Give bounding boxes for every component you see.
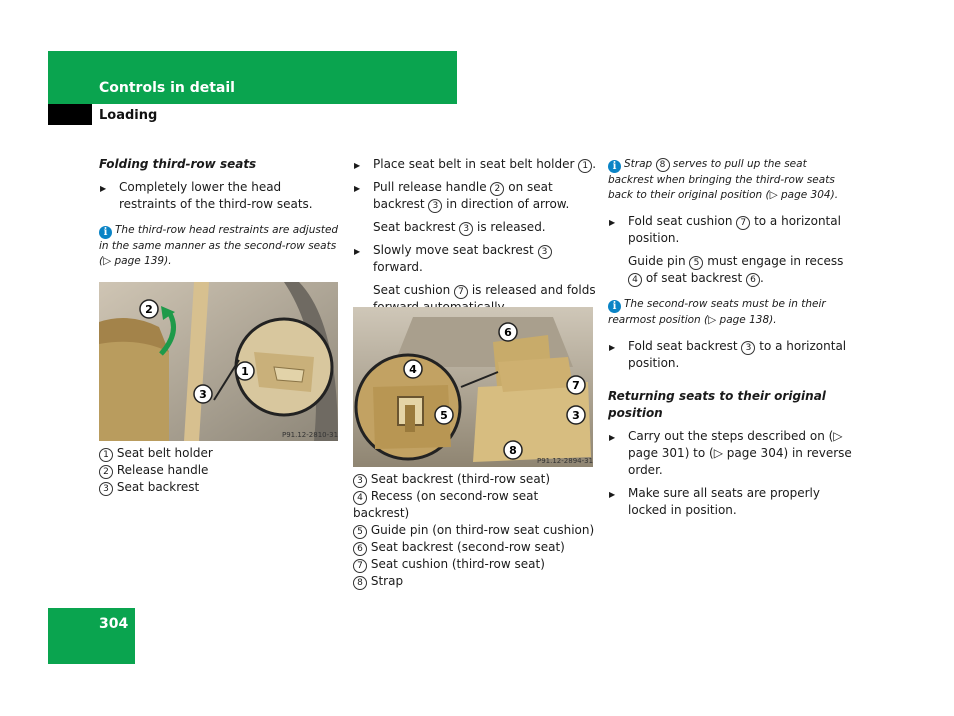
step-reverse-order: ▶ Carry out the steps described on (▷ page 301) to (▷ page 304) in reverse order. [608,428,853,479]
column-1 [99,156,339,269]
heading-returning: Returning seats to their original position [608,389,826,420]
callout-3 [194,385,212,403]
svg-text:4: 4 [409,363,417,376]
note-head-restraints: i The third-row head restraints are adjusted in the same manner as the second-row seats (▷ page 139). [99,224,339,267]
note-strap: i Strap 8 serves to pull up the seat backrest when bringing the third-row seats back to their original position (▷ page 304). [608,158,839,201]
header-bar [48,51,457,104]
column-3 [608,157,853,525]
legend-item: 6 Seat backrest (second-row seat) [353,539,598,556]
heading-folding: Folding third-row seats [99,157,257,171]
callout-1 [236,362,254,380]
note-second-row: i The second-row seats must be in their rearmost position (▷ page 138). [608,298,826,326]
callout-4 [404,360,422,378]
page-number: 304 [99,616,129,632]
legend-2 [353,471,598,590]
step-fold-cushion: ▶ Fold seat cushion 7 to a horizontal position. [608,213,853,247]
info-icon: i [608,300,621,313]
legend-item: 5 Guide pin (on third-row seat cushion) [353,522,598,539]
svg-text:2: 2 [145,303,153,316]
legend-item: 3 Seat backrest (third-row seat) [353,471,598,488]
figure-seat-fold [353,307,593,467]
result-cushion-folds: Seat cushion 7 is released and folds [373,283,596,297]
callout-3 [567,406,585,424]
svg-text:1: 1 [241,365,249,378]
svg-text:5: 5 [440,409,448,422]
legend-item: 8 Strap [353,573,598,590]
callout-7 [567,376,585,394]
legend-item: 2 Release handle [99,462,339,479]
result-guide-pin: Guide pin 5 must engage in recess 4 of seat backrest 6 . [628,254,844,285]
legend-1 [99,445,339,496]
column-2 [353,156,598,322]
section-title: Controls in detail [99,80,235,96]
callout-6 [499,323,517,341]
callout-8 [504,441,522,459]
svg-text:6: 6 [504,326,512,339]
legend-item: 4 Recess (on second-row seat backrest) [353,489,539,520]
subsection-title: Loading [99,108,158,123]
figure-code-2: P91.12-2894-31 [537,457,593,465]
header-black-tab [48,104,92,125]
step-fold-backrest: ▶ Fold seat backrest 3 to a horizontal position. [608,338,853,372]
info-icon: i [608,160,621,173]
figure-seat-belt-holder [99,282,338,441]
legend-item: 7 Seat cushion (third-row seat) [353,556,598,573]
svg-text:3: 3 [572,409,580,422]
step-move-backrest: ▶ Slowly move seat backrest 3 forward. [353,242,598,276]
callout-5 [435,406,453,424]
callout-2 [140,300,158,318]
step-lower-head-restraints: ▶ Completely lower the head restraints of the third-row seats. [99,179,339,213]
svg-text:8: 8 [509,444,517,457]
step-pull-handle: ▶ Pull release handle 2 on seat backrest 3 in direction of arrow. [353,179,598,213]
step-check-locked: ▶ Make sure all seats are properly locked in position. [608,485,853,519]
svg-text:3: 3 [199,388,207,401]
step-place-belt: ▶ Place seat belt in seat belt holder 1 . [353,156,598,173]
figure-code-1: P91.12-2810-31 [282,431,338,439]
svg-text:7: 7 [572,379,580,392]
legend-item: 1 Seat belt holder [99,445,339,462]
legend-item: 3 Seat backrest [99,479,339,496]
result-backrest-released: Seat backrest 3 is released. [373,220,546,234]
info-icon: i [99,226,112,239]
